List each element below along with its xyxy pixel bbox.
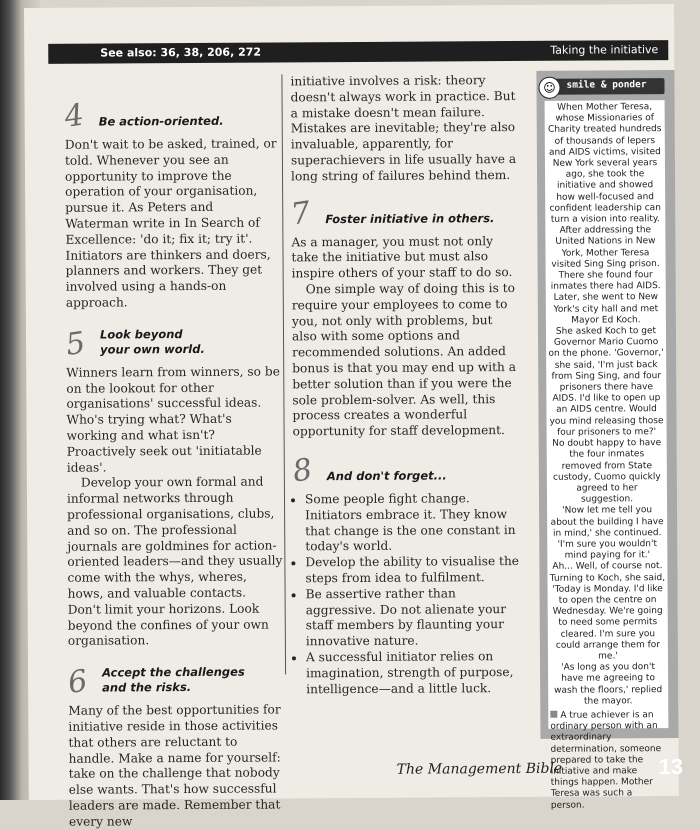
sidebar-para: Ah... Well, of course not. xyxy=(552,561,663,573)
list-item: • Develop the ability to visualise the steps from idea to fulfilment. xyxy=(305,554,521,587)
sidebar-story xyxy=(547,102,667,811)
section-title: Taking the initiative xyxy=(550,43,659,57)
heading-5-line1: Look beyond xyxy=(99,326,183,342)
square-bullet-icon xyxy=(550,711,557,718)
sidebar-para: 'As long as you don't have me agreeing to wash the floors,' replied the mayor. xyxy=(554,662,663,707)
sidebar-para: No doubt happy to have the four inmates removed from State custody, Cuomo quickly agreed to her suggestion. xyxy=(552,438,662,505)
sidebar-header xyxy=(542,78,664,95)
section-4-body: Don't wait to be asked, trained, or told. Whenever you see an opportunity to improve the operation of your organisation, pursue it. As Peters and Waterman write in In Search of Excellence: 'do it; fix it; try it'. Initiators are thinkers and doers, planners and workers. They get involved using a hands-on approach. xyxy=(64,136,277,310)
heading-6-text xyxy=(102,665,245,696)
heading-6-line2: and the risks. xyxy=(102,680,192,695)
heading-4-text: Be action-oriented. xyxy=(98,113,224,129)
number-4: 4 xyxy=(62,97,87,135)
sidebar-closing-text: A true achiever is an ordinary person with an extraordinary determination, someone prepared to take the initiative and make things happen. Mother Teresa was such a person. xyxy=(550,710,662,811)
book-page xyxy=(24,4,684,829)
column-left xyxy=(62,97,284,830)
book-title: The Management Bible xyxy=(396,760,563,778)
heading-5-line2: your own world. xyxy=(100,341,205,357)
continued-text: initiative involves a risk: theory doesn't always work in practice. But a mistake doesn't mean failure. Mistakes are inevitable; they're also invaluable, apparently, for superachievers in life usually have a long string of failures behind them. xyxy=(290,73,517,184)
list-item: • Be assertive rather than aggressive. Do not alienate your staff members by flaunting your innovative nature. xyxy=(306,586,522,651)
forget-list xyxy=(293,491,522,698)
heading-8-text: And don't forget... xyxy=(326,468,447,484)
section-5-para1: Winners learn from winners, so be on the lookout for other organisations' successful ideas. Who's trying what? What's working and what isn't? Proactively seek out 'initiatable ideas'. xyxy=(66,364,280,475)
heading-5-text xyxy=(100,327,205,358)
list-item: • A successful initiator relies on imagination, strength of purpose, intelligence—and a little luck. xyxy=(306,649,522,698)
section-7-para1: As a manager, you must not only take the initiative but must also inspire others of your staff to do so. xyxy=(291,233,513,281)
page-number: 13 xyxy=(658,753,684,780)
section-5-para2: Develop your own formal and informal networks through professional organisations, clubs, and so on. The professional journals are goldmines for action-oriented leaders—and they usually come with the whys, wheres, hows, and valuable contacts. Don't limit your horizons. Look beyond the confines of your own organisation. xyxy=(66,474,283,649)
section-7-para2: One simple way of doing this is to require your employees to come to you, not only with problems, but also with some options and recommended solutions. An added bonus is that you may end up with a better solution than if you were the sole problem-solver. As well, this process creates a wonderful opportunity for staff development. xyxy=(291,280,517,439)
mascot-icon: ☺ xyxy=(538,77,560,99)
heading-7-text: Foster initiative in others. xyxy=(325,210,495,226)
column-middle xyxy=(290,73,522,698)
sidebar-para: 'Now let me tell you about the building I have in mind,' she continued. 'I'm sure you wouldn't mind paying for it.' xyxy=(550,505,664,561)
number-8: 8 xyxy=(290,452,315,490)
section-6-body: Many of the best opportunities for initiative reside in those activities that others are reluctant to handle. Make a name for yourself: take on the challenge that nobody else wants. That's how successful leaders are made. Remember that every new xyxy=(68,702,281,829)
sidebar-para: Turning to Koch, she said, 'Today is Monday. I'd like to open the centre on Wednesday. We're going to need some permits cleared. I'm sure you could arrange them for me.' xyxy=(549,572,666,662)
sidebar-para: After addressing the United Nations in New York, Mother Teresa visited Sing Sing prison. There she found four inmates there had AIDS. Later, she went to New York's city hall and met Mayor Ed Koch. xyxy=(550,225,661,326)
sidebar-title: smile & ponder xyxy=(566,79,647,91)
heading-6-line1: Accept the challenges xyxy=(102,664,245,680)
sidebar-closing xyxy=(550,710,667,812)
heading-8 xyxy=(290,452,521,490)
sidebar-para: When Mother Teresa, whose Missionaries of Charity treated hundreds of thousands of lepers and AIDS victims, visited New York several years ago, she took the initiative and showed how well-focused and confident leadership can turn a vision into reality. xyxy=(548,102,662,225)
number-5: 5 xyxy=(63,325,88,363)
see-also: See also: 36, 38, 206, 272 xyxy=(100,45,262,60)
number-6: 6 xyxy=(65,663,90,702)
sidebar-para: She asked Koch to get Governor Mario Cuomo on the phone. 'Governor,' she said, 'I'm just back from Sing Sing, and four prisoners there have AIDS. I'd like to open up an AIDS centre. Would you mind releasing those four prisoners to me?' xyxy=(548,326,664,438)
heading-5 xyxy=(63,325,281,363)
header-bar xyxy=(48,40,668,64)
number-7: 7 xyxy=(288,194,313,233)
heading-4 xyxy=(62,97,280,135)
list-item: • Some people fight change. Initiators embrace it. They know that change is the one constant in today's world. xyxy=(305,491,521,556)
heading-7 xyxy=(288,194,519,233)
heading-6 xyxy=(65,663,283,702)
sidebar-box xyxy=(545,100,669,811)
